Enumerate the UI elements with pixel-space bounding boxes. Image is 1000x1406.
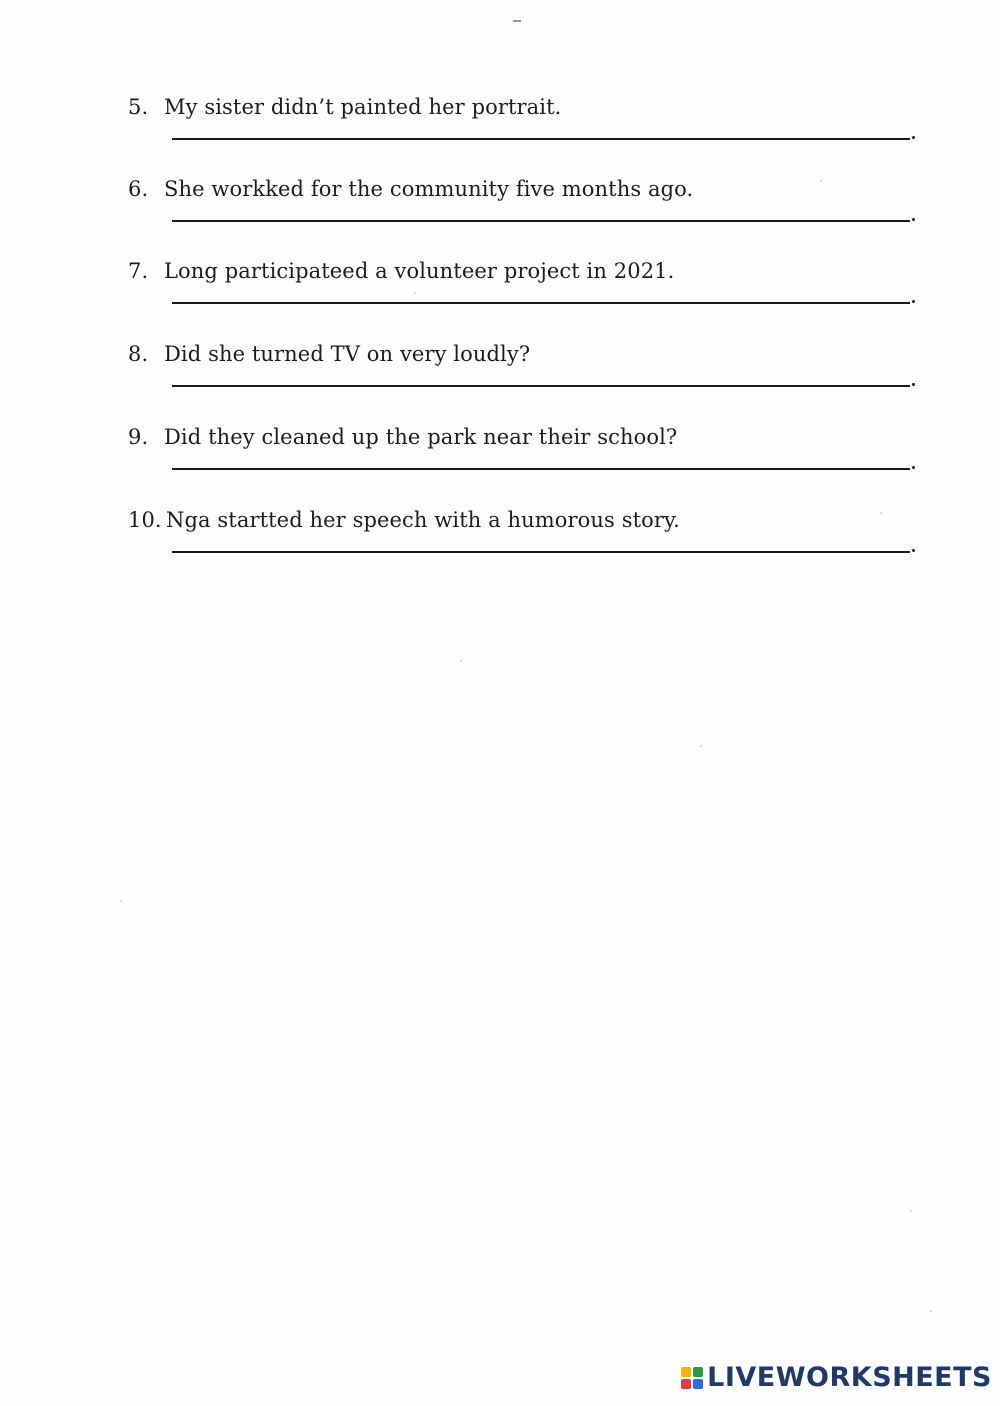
answer-line[interactable] [172,468,910,470]
answer-line[interactable] [172,138,910,140]
scan-mark [513,20,521,22]
question-number: 10. [128,508,162,532]
question-text: My sister didn’t painted her portrait. [164,95,562,119]
scan-speck [820,180,822,182]
logo-text: LIVEWORKSHEETS [707,1362,992,1393]
question-line [128,94,561,120]
answer-line[interactable] [172,551,910,553]
scan-speck [880,512,882,514]
question-text: Did they cleaned up the park near their school? [164,425,678,449]
question-text: Nga startted her speech with a humorous story. [166,508,680,532]
question-item [0,258,1000,340]
logo-square-blue [693,1379,703,1389]
question-line [128,507,680,533]
scan-speck [700,745,702,747]
question-line [128,176,693,202]
liveworksheets-logo [681,1362,992,1394]
liveworksheets-logo-icon [681,1367,703,1389]
question-item [0,424,1000,506]
answer-line[interactable] [172,302,910,304]
question-number: 9. [128,425,149,449]
answer-line[interactable] [172,385,910,387]
answer-end-dot [912,383,915,386]
answer-end-dot [912,136,915,139]
question-number: 5. [128,95,149,119]
scan-speck [460,660,462,662]
question-number: 7. [128,259,149,283]
question-item [0,341,1000,423]
question-number: 8. [128,342,149,366]
question-item [0,507,1000,589]
answer-end-dot [912,218,915,221]
question-item [0,94,1000,176]
scan-speck [930,1310,932,1312]
question-line [128,341,530,367]
question-line [128,258,674,284]
answer-end-dot [912,300,915,303]
question-text: Long participateed a volunteer project in 2021. [164,259,675,283]
answer-end-dot [912,549,915,552]
question-line [128,424,677,450]
logo-square-red [681,1379,691,1389]
question-number: 6. [128,177,149,201]
answer-line[interactable] [172,220,910,222]
logo-square-yellow [681,1367,691,1377]
question-text: She workked for the community five months ago. [164,177,694,201]
scan-speck [120,900,122,902]
logo-square-green [693,1367,703,1377]
scan-speck [414,292,416,294]
answer-end-dot [912,466,915,469]
question-item [0,176,1000,258]
question-text: Did she turned TV on very loudly? [164,342,531,366]
scan-speck [910,1210,912,1212]
